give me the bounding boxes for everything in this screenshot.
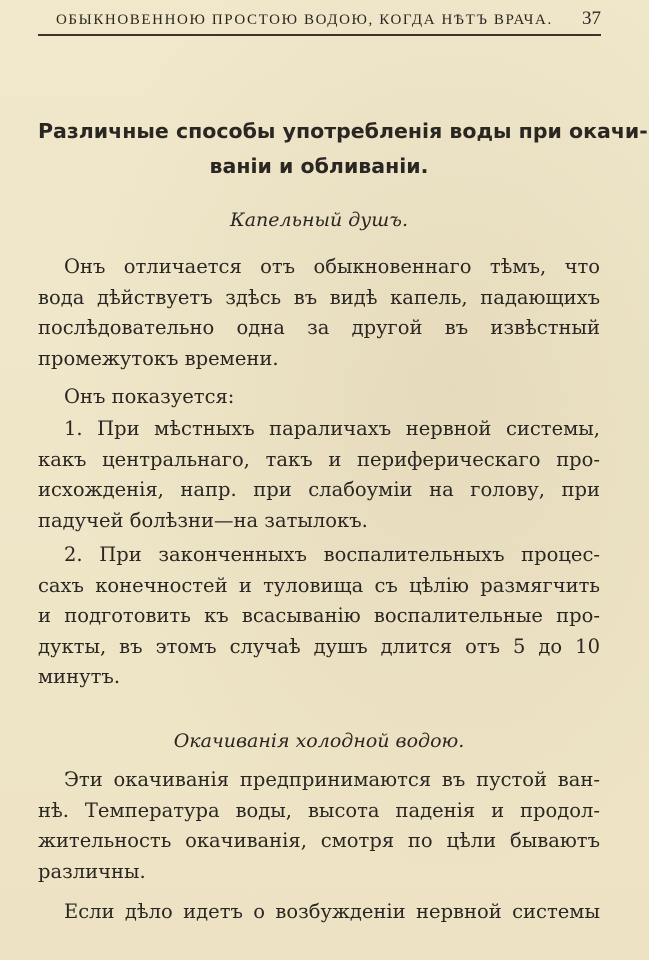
subheading-cold-douse: Окачиванія холодной водою.	[173, 730, 465, 752]
running-title: ОБЫКНОВЕННОЮ ПРОСТОЮ ВОДОЮ, КОГДА НѢТЪ ВРАЧА.	[56, 12, 553, 28]
text-line: Если дѣло идетъ о возбужденіи нервной системы	[64, 900, 600, 923]
paragraph-drip-definition	[38, 252, 600, 374]
text-line: вода дѣйствуетъ здѣсь въ видѣ капель, падающихъ	[38, 285, 600, 309]
running-header	[56, 8, 601, 32]
text-line: падучей болѣзни—на затылокъ.	[38, 508, 368, 532]
paragraph-drip-item-1	[38, 414, 600, 536]
paragraph-drip-item-2	[38, 540, 600, 693]
text-line: послѣдовательно одна за другой въ извѣстный	[38, 316, 600, 339]
section-heading-line-1: Различные способы употребленія воды при окачи-	[38, 119, 648, 143]
text-line: 2. При законченныхъ воспалительныхъ процес-	[64, 543, 600, 566]
text-line: сахъ конечностей и туловища съ цѣлію размягчить	[38, 573, 600, 597]
page-number: 37	[582, 8, 601, 29]
paragraph-cold-continuation	[38, 897, 600, 928]
text-line: Онъ отличается отъ обыкновеннаго тѣмъ, что	[64, 255, 600, 278]
paragraph-drip-indications	[38, 382, 600, 413]
section-heading	[38, 114, 648, 184]
text-line: нѣ. Температура воды, высота паденія и продол-	[38, 798, 600, 822]
text-line: исхожденія, напр. при слабоуміи на голову, при	[38, 478, 600, 501]
section-heading-line-2: ваніи и обливаніи.	[209, 154, 429, 178]
paragraph-cold-description	[38, 765, 600, 887]
text-line: 1. При мѣстныхъ параличахъ нервной системы,	[64, 417, 600, 440]
text-line: Эти окачиванія предпринимаются въ пустой ван-	[64, 768, 600, 791]
text-line: различны.	[38, 859, 146, 883]
subheading-drip-shower: Капельный душъ.	[230, 209, 408, 231]
header-rule	[38, 34, 601, 36]
text-line: промежутокъ времени.	[38, 346, 279, 370]
text-line: жительность окачиванія, смотря по цѣли бываютъ	[38, 829, 600, 852]
text-line: и подготовить къ всасыванію воспалительные про-	[38, 604, 600, 627]
text-line: дукты, въ этомъ случаѣ душъ длится отъ 5 до 10	[38, 634, 600, 658]
text-line: минутъ.	[38, 665, 121, 688]
text-line: Онъ показуется:	[64, 385, 235, 408]
text-line: какъ центральнаго, такъ и периферическаго про-	[38, 447, 600, 471]
